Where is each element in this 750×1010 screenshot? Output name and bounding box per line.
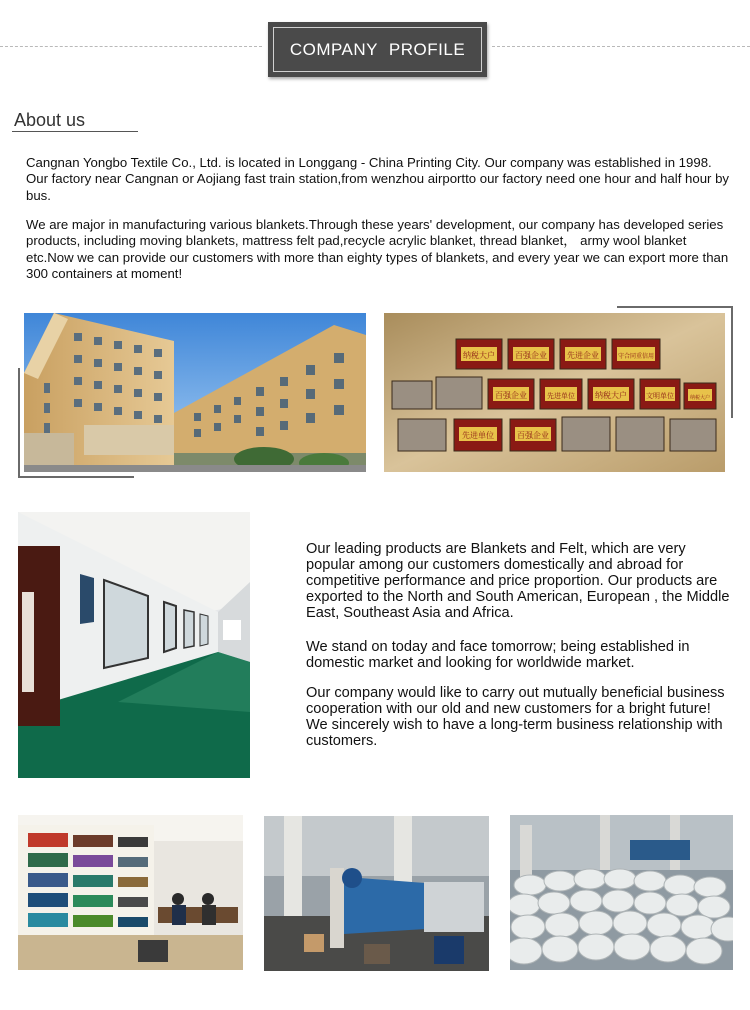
factory-building-illustration <box>24 313 366 472</box>
corner-accent-left-vertical <box>18 368 20 478</box>
header-left-dashed-line <box>0 46 262 47</box>
company-profile-banner <box>268 22 487 77</box>
plaque-text: 纳税大户 <box>595 391 627 400</box>
corner-accent-left-horizontal <box>18 476 134 478</box>
certificates-wall-photo <box>384 313 725 472</box>
products-paragraph-1: Our leading products are Blankets and Felt, which are very popular among our customers domestically and abroad for competitive performance and price proportion. Our products are exported to the North and South American, European , the Middle East, Southeast Asia and Africa. <box>306 541 730 621</box>
plaque-text: 纳税大户 <box>689 395 711 401</box>
showroom-illustration <box>18 815 243 970</box>
warehouse-stock-photo <box>510 815 733 970</box>
about-paragraph-1: Cangnan Yongbo Textile Co., Ltd. is located in Longgang - China Printing City. Our company was established in 1998. Our factory near Cangnan or Aojiang fast train station,from wenzhou airportto our factory need one hour and half hour by bus. <box>26 155 730 203</box>
plaque-text: 文明单位 <box>646 392 674 400</box>
plaque-text: 守合同重信用 <box>617 353 655 360</box>
plaque-text: 百强企业 <box>495 391 527 400</box>
products-paragraph-3: Our company would like to carry out mutually beneficial business cooperation with our old and new customers for a bright future! We sincerely wish to have a long-term business relationship with customers. <box>306 685 725 749</box>
corner-accent-right-horizontal <box>617 306 733 308</box>
factory-building-photo <box>24 313 366 472</box>
plaque-text: 先进单位 <box>462 431 494 440</box>
plaque-text: 先进企业 <box>567 351 599 360</box>
corner-accent-right-vertical <box>731 306 733 418</box>
workshop-machine-photo <box>264 816 489 971</box>
corridor-photo <box>18 512 250 778</box>
banner-title: COMPANY PROFILE <box>273 27 482 72</box>
showroom-office-photo <box>18 815 243 970</box>
plaque-text: 百强企业 <box>517 431 549 440</box>
header-right-dashed-line <box>492 46 750 47</box>
about-paragraph-2: We are major in manufacturing various blankets.Through these years' development, our company has developed series products, including moving blankets, mattress felt pad,recycle acrylic blanket, thread blanket， army wool blanket etc.Now we can provide our customers with more than eighty types of blankets, and every year we can export more than 300 containers at moment! <box>26 217 729 281</box>
corridor-illustration <box>18 512 250 778</box>
about-us-heading: About us <box>14 110 86 130</box>
products-paragraph-2: We stand on today and face tomorrow; being established in domestic market and looking for worldwide market. <box>306 639 690 671</box>
plaque-text: 纳税大户 <box>463 351 495 360</box>
workshop-illustration <box>264 816 489 971</box>
plaque-text: 百强企业 <box>515 351 547 360</box>
certificates-illustration <box>384 313 725 472</box>
warehouse-illustration <box>510 815 733 970</box>
plaque-text: 先进单位 <box>547 392 575 400</box>
about-us-underline <box>12 131 138 132</box>
